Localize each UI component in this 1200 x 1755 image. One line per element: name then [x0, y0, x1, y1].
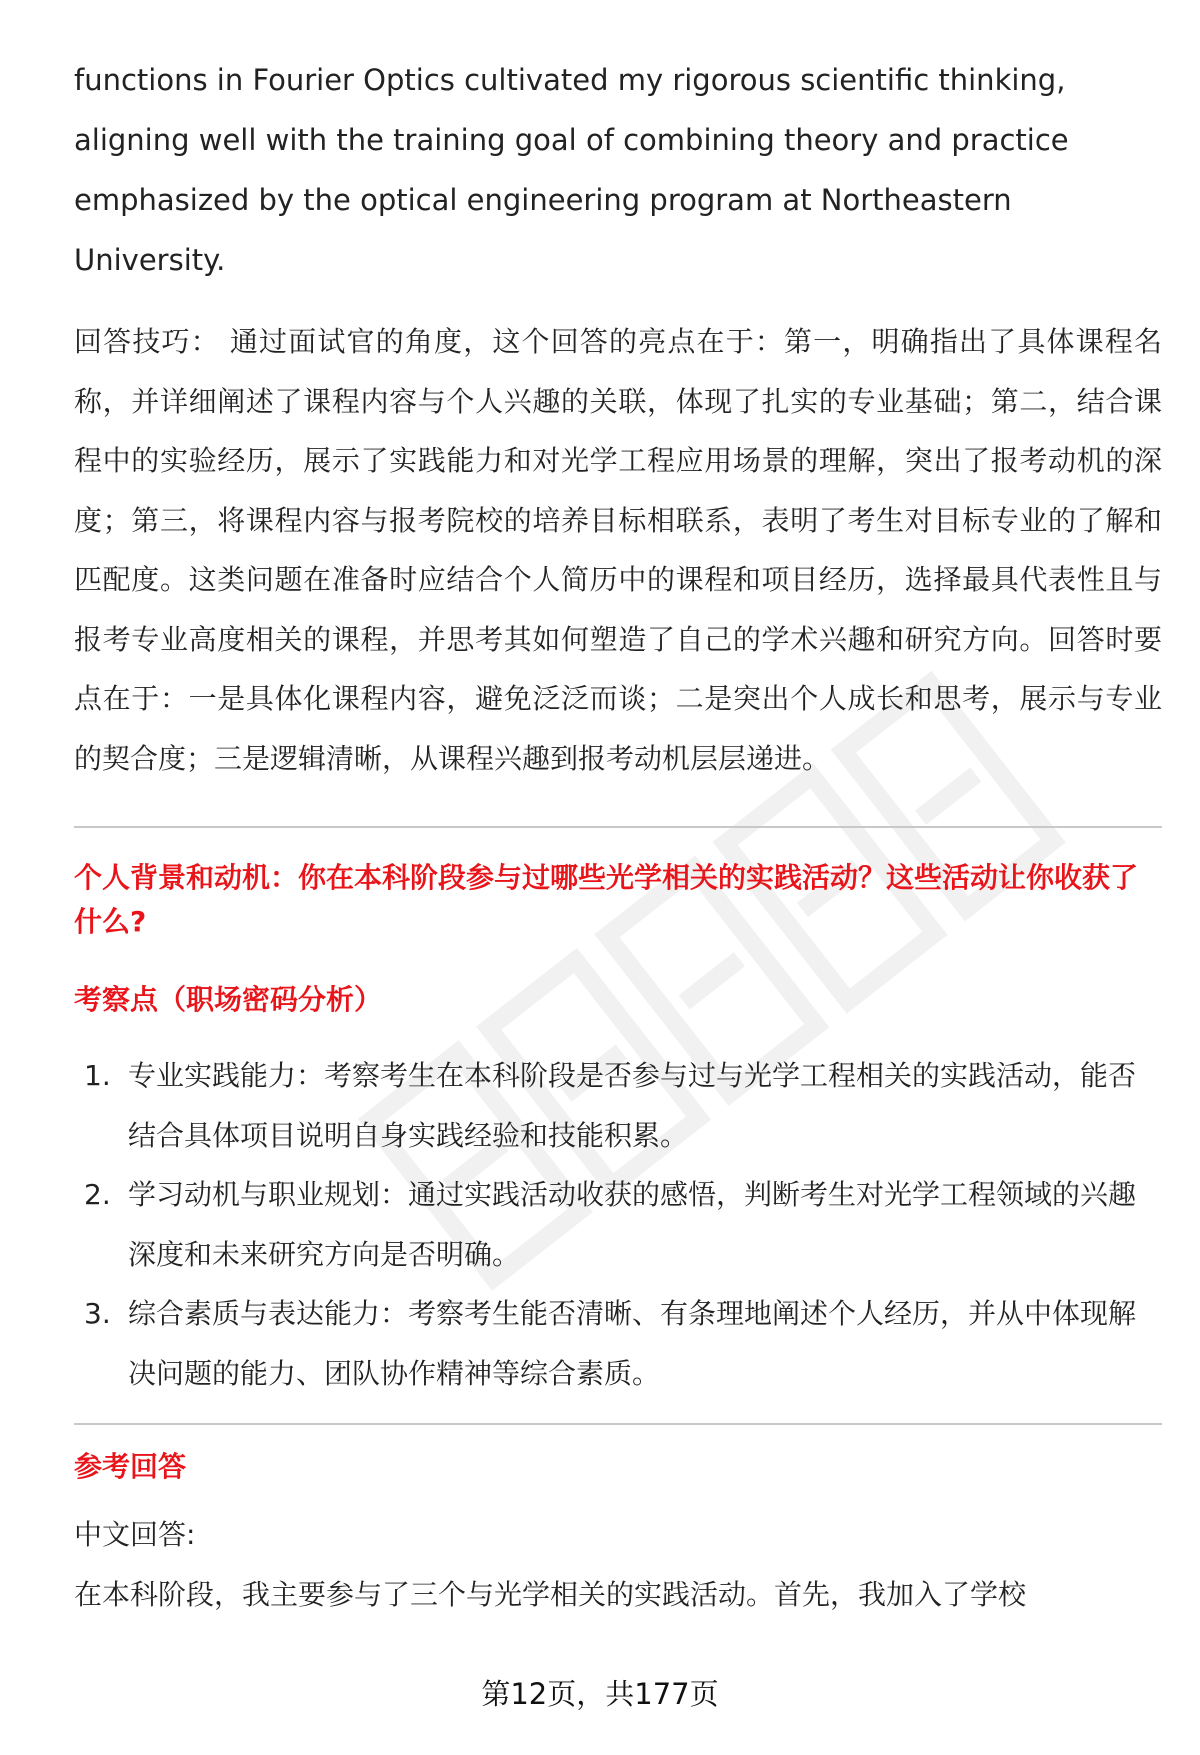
item-number: 3.: [84, 1297, 111, 1330]
assessment-item: [74, 1046, 1162, 1165]
main-content: [74, 50, 1162, 1624]
intro-paragraph: functions in Fourier Optics cultivated my rigorous scientific thinking, aligning well with the training goal of combining theory and practice emphasized by the optical engineering program at Northeastern University.: [74, 63, 1069, 277]
item-text: 专业实践能力：考察考生在本科阶段是否参与过与光学工程相关的实践活动，能否结合具体项目说明自身实践经验和技能积累。: [128, 1059, 1137, 1152]
question-heading: 个人背景和动机：你在本科阶段参与过哪些光学相关的实践活动？这些活动让你收获了什么?: [74, 861, 1139, 938]
assessment-heading: 考察点（职场密码分析）: [74, 983, 383, 1016]
assessment-item: [74, 1284, 1162, 1403]
assessment-list: [74, 1046, 1162, 1403]
page-number-footer: 第12页，共177页: [481, 1677, 719, 1711]
item-number: 2.: [84, 1178, 111, 1211]
assessment-item: [74, 1165, 1162, 1284]
chinese-answer-label: 中文回答:: [74, 1518, 196, 1551]
section-divider: [74, 826, 1162, 828]
section-divider: [74, 1423, 1162, 1425]
item-text: 综合素质与表达能力：考察考生能否清晰、有条理地阐述个人经历，并从中体现解决问题的能力、团队协作精神等综合素质。: [128, 1297, 1137, 1390]
reference-answer-heading: 参考回答: [74, 1450, 187, 1483]
item-number: 1.: [84, 1059, 111, 1092]
chinese-answer-text: 在本科阶段，我主要参与了三个与光学相关的实践活动。首先，我加入了学校: [74, 1577, 1027, 1611]
item-text: 学习动机与职业规划：通过实践活动收获的感悟，判断考生对光学工程领域的兴趣深度和未来研究方向是否明确。: [128, 1178, 1137, 1271]
answer-tips-paragraph: 回答技巧： 通过面试官的角度，这个回答的亮点在于：第一，明确指出了具体课程名称，并详细阐述了课程内容与个人兴趣的关联，体现了扎实的专业基础；第二，结合课程中的实验经历，展示了实践能力和对光学工程应用场景的理解，突出了报考动机的深度；第三，将课程内容与报考院校的培养目标相联系，表明了考生对目标专业的了解和匹配度。这类问题在准备时应结合个人简历中的课程和项目经历，选择最具代表性且与报考专业高度相关的课程，并思考其如何塑造了自己的学术兴趣和研究方向。回答时要点在于：一是具体化课程内容，避免泛泛而谈；二是突出个人成长和思考，展示与专业的契合度；三是逻辑清晰，从课程兴趣到报考动机层层递进。: [74, 325, 1162, 775]
